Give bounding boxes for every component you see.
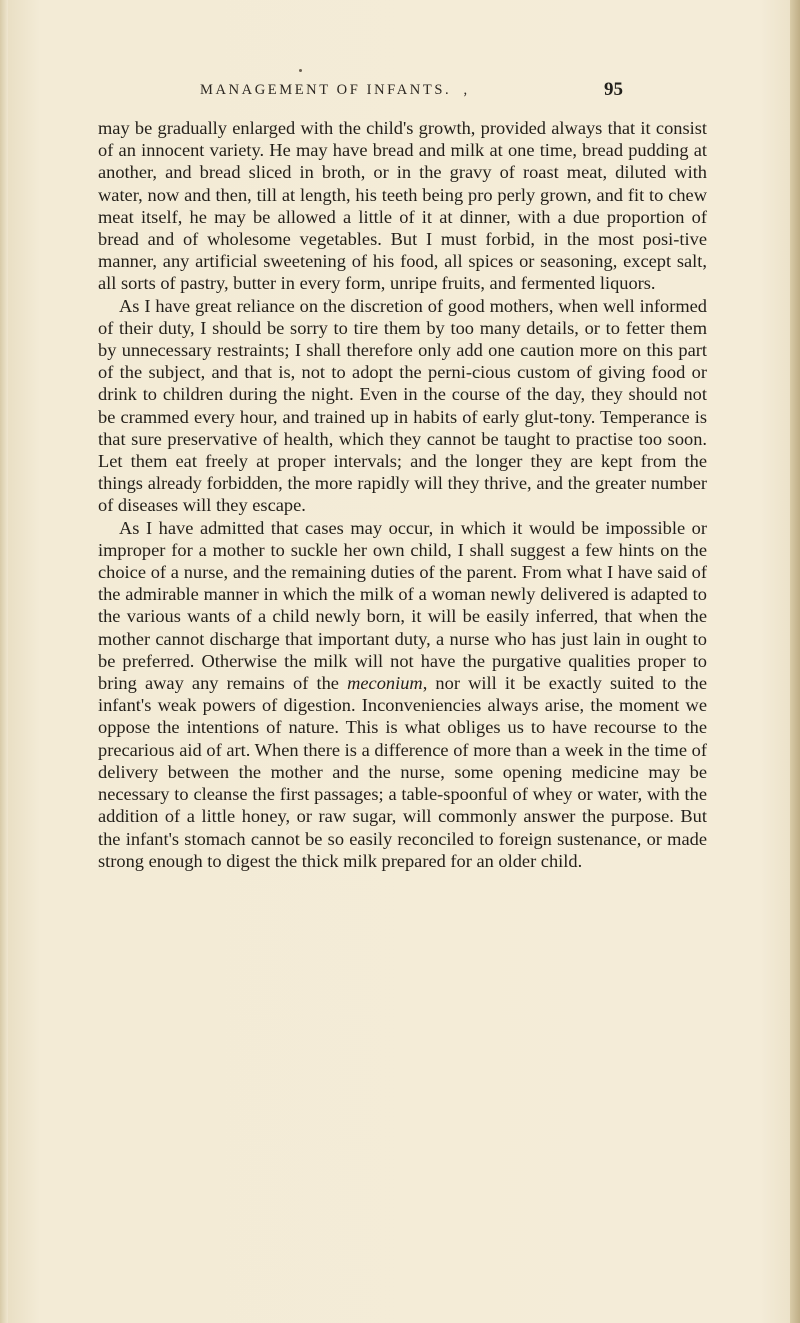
paragraph-1: may be gradually enlarged with the child's growth, provided always that it consist of an innocent variety. He may have bread and milk at one time, bread pudding at another, and bread sliced in broth, or in the gravy of roast meat, diluted with water, now and then, till at length, his teeth being pro perly grown, and fit to chew meat itself, he may be allowed a little of it at dinner, with a due proportion of bread and of wholesome vegetables. But I must forbid, in the most posi-tive manner, any artificial sweetening of his food, all spices or seasoning, except salt, all sorts of pastry, butter in every form, unripe fruits, and fermented liquors. (98, 118, 707, 294)
paragraph-2: As I have great reliance on the discretion of good mothers, when well informed of their duty, I should be sorry to tire them by too many details, or to fetter them by unnecessary restraints; I shall therefore only add one caution more on this part of the subject, and that is, not to adopt the perni-cious custom of giving food or drink to children during the night. Even in the course of the day, they should not be crammed every hour, and trained up in habits of early glut-tony. Temperance is that sure preservative of health, which they cannot be taught to practise too soon. Let them eat freely at proper intervals; and the longer they are kept from the things already forbidden, the more rapidly will they thrive, and the greater number of diseases will they escape. (98, 295, 707, 516)
page-edge (790, 0, 800, 1323)
header-mark: , (463, 82, 470, 98)
paragraph-3-after: , nor will it be exactly suited to the infant's weak powers of digestion. Inconveniencies always arise, the moment we oppose the intentions of nature. This is what obliges us to have recourse to the precarious aid of art. When there is a difference of more than a week in the time of delivery between the mother and the nurse, some opening medicine may be necessary to cleanse the first passages; a table-spoonful of whey or water, with the addition of a little honey, or raw sugar, will commonly answer the purpose. But the infant's stomach cannot be so easily reconciled to foreign sustenance, or made strong enough to digest the thick milk prepared for an older child. (98, 673, 707, 871)
paragraph-3-before: As I have admitted that cases may occur, in which it would be impossible or improper for a mother to suckle her own child, I shall suggest a few hints on the choice of a nurse, and the remaining duties of the parent. From what I have said of the admirable manner in which the milk of a woman newly delivered is adapted to the various wants of a child newly born, it will be easily inferred, that when the mother cannot discharge that important duty, a nurse who has just lain in ought to be preferred. Otherwise the milk will not have the purgative qualities proper to bring away any remains of the (98, 517, 707, 694)
page-gutter (0, 0, 8, 1323)
body-text (98, 117, 707, 872)
paragraph-3 (98, 517, 707, 872)
page-number: 95 (604, 79, 623, 100)
running-header (200, 82, 630, 99)
paragraph-3-italic: meconium (347, 673, 423, 694)
ink-speck (299, 69, 302, 72)
running-title: MANAGEMENT OF INFANTS. (200, 82, 452, 98)
